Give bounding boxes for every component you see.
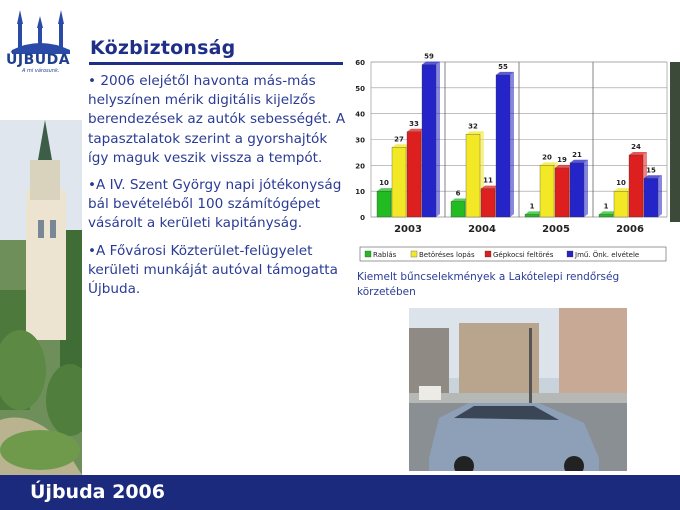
chart-caption: Kiemelt bűncselekmények a Lakótelepi rendőrség körzetében [357, 271, 620, 298]
legend-label: Gépkocsi feltörés [493, 251, 554, 259]
bar-Betöréses lopás-2003 [392, 147, 406, 217]
legend-label: Betöréses lopás [419, 251, 475, 259]
bar-side [584, 160, 588, 217]
bullet-computers: •A IV. Szent György napi jótékonyság bál bevételéből 100 számítógépet vásárolt a kerületi kapitányság. [88, 177, 342, 232]
slide-title: Közbiztonság [90, 37, 236, 59]
data-label: 10 [616, 179, 626, 188]
bar-Betöréses lopás-2004 [466, 134, 480, 217]
footer-title: Újbuda 2006 [30, 481, 165, 503]
bar-Rablás-2003 [377, 191, 391, 217]
data-label: 27 [394, 135, 404, 144]
legend-swatch [567, 251, 573, 257]
data-label: 59 [424, 52, 434, 61]
bar-Betöréses lopás-2006 [614, 191, 628, 217]
bullet-speed-measure: • 2006 elejétől havonta más-más helyszínen mérik digitális kijelzős berendezések az autók sebességét. A tapasztalatok szerint a gyorshajtók így maguk veszik vissza a tempót. [88, 73, 346, 166]
data-label: 6 [455, 189, 461, 198]
data-label: 21 [572, 150, 582, 159]
x-tick-label: 2003 [394, 224, 422, 235]
data-label: 1 [603, 202, 609, 211]
data-label: 15 [646, 166, 656, 175]
data-label: 55 [498, 62, 508, 71]
x-tick-label: 2006 [616, 224, 644, 235]
y-tick-label: 50 [355, 84, 365, 93]
legend-label: Rablás [373, 251, 397, 259]
title-underline [89, 62, 343, 65]
bar-Gépkocsi feltörés-2006 [629, 155, 643, 217]
crime-chart [349, 52, 670, 268]
bar-side [510, 72, 514, 217]
logo-wordmark: ÚJBUDA [6, 52, 71, 68]
bar-Jmű. Önk. elvétele-2003 [422, 65, 436, 217]
data-label: 20 [542, 153, 552, 162]
data-label: 33 [409, 119, 419, 128]
bar-Gépkocsi feltörés-2004 [481, 189, 495, 217]
data-label: 32 [468, 122, 478, 131]
bar-Betöréses lopás-2005 [540, 165, 554, 217]
bar-Jmű. Önk. elvétele-2006 [644, 178, 658, 217]
data-label: 11 [483, 176, 493, 185]
logo-tagline: A mi városunk. [22, 68, 60, 74]
bar-Gépkocsi feltörés-2005 [555, 168, 569, 217]
crime-bar-chart [349, 52, 670, 268]
street-car-photo [409, 308, 627, 471]
bar-Gépkocsi feltörés-2003 [407, 132, 421, 217]
y-tick-label: 40 [355, 110, 365, 119]
data-label: 10 [379, 179, 389, 188]
bar-side [658, 175, 662, 217]
bar-Rablás-2006 [599, 214, 613, 217]
legend-swatch [365, 251, 371, 257]
legend-swatch [485, 251, 491, 257]
bar-Rablás-2004 [451, 202, 465, 218]
y-tick-label: 10 [355, 188, 365, 197]
church-tower-photo [0, 120, 82, 475]
data-label: 1 [529, 202, 535, 211]
data-label: 19 [557, 155, 567, 164]
data-label: 24 [631, 143, 641, 151]
bar-Jmű. Önk. elvétele-2004 [496, 75, 510, 217]
x-tick-label: 2004 [468, 224, 496, 235]
bullet-list [88, 72, 346, 307]
y-tick-label: 60 [355, 59, 365, 67]
legend-label: Jmű. Önk. elvétele [575, 251, 640, 259]
x-tick-label: 2005 [542, 224, 570, 235]
right-edge-photo [670, 62, 680, 222]
y-tick-label: 0 [360, 214, 365, 222]
bar-Jmű. Önk. elvétele-2005 [570, 163, 584, 217]
bar-side [436, 62, 440, 217]
left-decor-strip [0, 0, 82, 475]
y-tick-label: 20 [355, 162, 365, 171]
bar-Rablás-2005 [525, 214, 539, 217]
legend-swatch [411, 251, 417, 257]
bullet-car-support: •A Fővárosi Közterület-felügyelet kerületi munkáját autóval támogatta Újbuda. [88, 242, 338, 298]
y-tick-label: 30 [355, 136, 365, 145]
